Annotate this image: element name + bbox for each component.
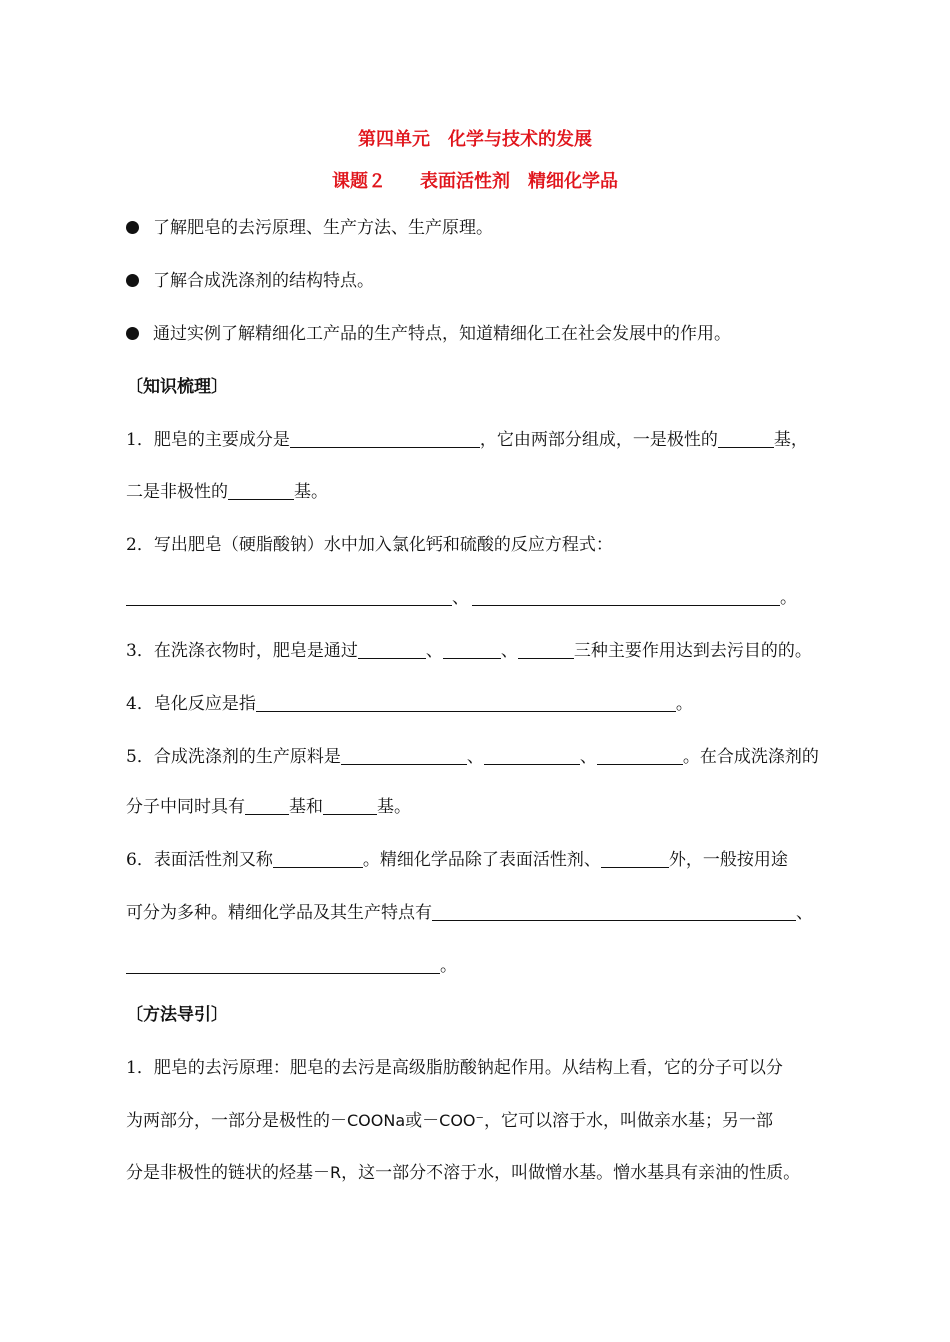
q1-text-d: 二是非极性的: [126, 482, 228, 502]
answer-blank[interactable]: [245, 797, 289, 815]
answer-blank[interactable]: [126, 956, 440, 974]
objective-item: [126, 217, 493, 239]
answer-blank[interactable]: [718, 430, 774, 448]
answer-blank[interactable]: [290, 430, 480, 448]
q6-text-c: 外，一般按用途: [668, 850, 788, 870]
method-1-line-1: [126, 1057, 783, 1079]
objective-item: [126, 270, 374, 292]
answer-blank[interactable]: [323, 797, 377, 815]
answer-blank[interactable]: [273, 850, 363, 868]
question-4: [126, 693, 693, 715]
q6-text-d: 可分为多种。精细化学品及其生产特点有: [126, 903, 432, 923]
q5-text-e: 基。: [377, 797, 411, 817]
answer-blank[interactable]: [126, 588, 452, 606]
answer-blank[interactable]: [358, 641, 426, 659]
formula-coo-ion: COO⁻: [439, 1111, 484, 1130]
question-6-line-1: [126, 849, 788, 871]
topic-prefix: 课题２: [332, 171, 386, 192]
question-2-line-2: [126, 587, 797, 609]
bullet-icon: [126, 327, 139, 340]
objective-text: 了解肥皂的去污原理、生产方法、生产原理。: [153, 218, 493, 238]
question-1-line-2: [126, 481, 328, 503]
method1-text: 分是非极性的链状的烃基－: [126, 1163, 330, 1183]
q1-text-e: 基。: [294, 482, 328, 502]
q3-text-a: 3．在洗涤衣物时，肥皂是通过: [126, 641, 358, 661]
q5-text-c: 分子中同时具有: [126, 797, 245, 817]
answer-blank[interactable]: [256, 694, 676, 712]
q2-text-a: 2．写出肥皂（硬脂酸钠）水中加入氯化钙和硫酸的反应方程式：: [126, 535, 613, 555]
q6-text-e: 、: [796, 903, 813, 923]
answer-blank[interactable]: [228, 482, 294, 500]
question-6-line-2: [126, 902, 813, 924]
q1-text-b: ，它由两部分组成，一是极性的: [479, 430, 718, 450]
topic-name: 表面活性剂 精细化学品: [420, 171, 618, 192]
bullet-icon: [126, 221, 139, 234]
q1-text-c: 基，: [773, 430, 808, 450]
method1-text: 或－: [405, 1111, 440, 1131]
question-2-line-1: [126, 534, 613, 556]
unit-title: 第四单元 化学与技术的发展: [358, 129, 592, 150]
topic-title: [0, 167, 950, 193]
method1-text: ，它可以溶于水，叫做亲水基；另一部: [483, 1111, 773, 1131]
q4-end: 。: [675, 694, 693, 714]
q2-end: 。: [780, 588, 797, 608]
q3-text-b: 三种主要作用达到去污目的的。: [573, 641, 812, 661]
answer-blank[interactable]: [443, 641, 501, 659]
q5-text-d: 基和: [289, 797, 323, 817]
section-heading-knowledge: 〔知识梳理〕: [126, 377, 228, 397]
objective-text: 通过实例了解精细化工产品的生产特点，知道精细化工在社会发展中的作用。: [153, 324, 731, 344]
q5-separator: 、: [579, 747, 597, 767]
answer-blank[interactable]: [484, 747, 580, 765]
method-1-line-3: [126, 1162, 800, 1184]
method1-text: 为两部分，一部分是极性的－: [126, 1111, 347, 1131]
formula-r: R: [330, 1163, 342, 1182]
q6-text-a: 6．表面活性剂又称: [126, 850, 273, 870]
question-5-line-2: [126, 796, 411, 818]
question-1-line-1: [126, 429, 808, 451]
q1-text-a: 1．肥皂的主要成分是: [126, 430, 290, 450]
section-heading-method: 〔方法导引〕: [126, 1005, 228, 1025]
q5-text-b: 。在合成洗涤剂的: [682, 747, 819, 767]
answer-blank[interactable]: [432, 903, 796, 921]
question-3: [126, 640, 812, 662]
method-1-line-2: [126, 1110, 773, 1132]
q6-text-b: 。精细化学品除了表面活性剂、: [362, 850, 601, 870]
q2-separator: 、: [452, 588, 469, 608]
bullet-icon: [126, 274, 139, 287]
q5-separator: 、: [466, 747, 484, 767]
question-5-line-1: [126, 746, 819, 768]
objective-text: 了解合成洗涤剂的结构特点。: [153, 271, 374, 291]
answer-blank[interactable]: [597, 747, 683, 765]
formula-coona: COONa: [347, 1111, 406, 1130]
q3-separator: 、: [425, 641, 443, 661]
method1-text: 1．肥皂的去污原理：肥皂的去污是高级脂肪酸钠起作用。从结构上看，它的分子可以分: [126, 1058, 783, 1078]
answer-blank[interactable]: [341, 747, 467, 765]
method1-text: ，这一部分不溶于水，叫做憎水基。憎水基具有亲油的性质。: [341, 1163, 801, 1183]
q5-text-a: 5．合成洗涤剂的生产原料是: [126, 747, 341, 767]
question-6-line-3: [126, 955, 457, 977]
answer-blank[interactable]: [472, 588, 780, 606]
objective-item: [126, 323, 731, 345]
answer-blank[interactable]: [518, 641, 574, 659]
answer-blank[interactable]: [601, 850, 669, 868]
q6-end: 。: [440, 956, 457, 976]
q3-separator: 、: [500, 641, 518, 661]
q4-text-a: 4．皂化反应是指: [126, 694, 256, 714]
